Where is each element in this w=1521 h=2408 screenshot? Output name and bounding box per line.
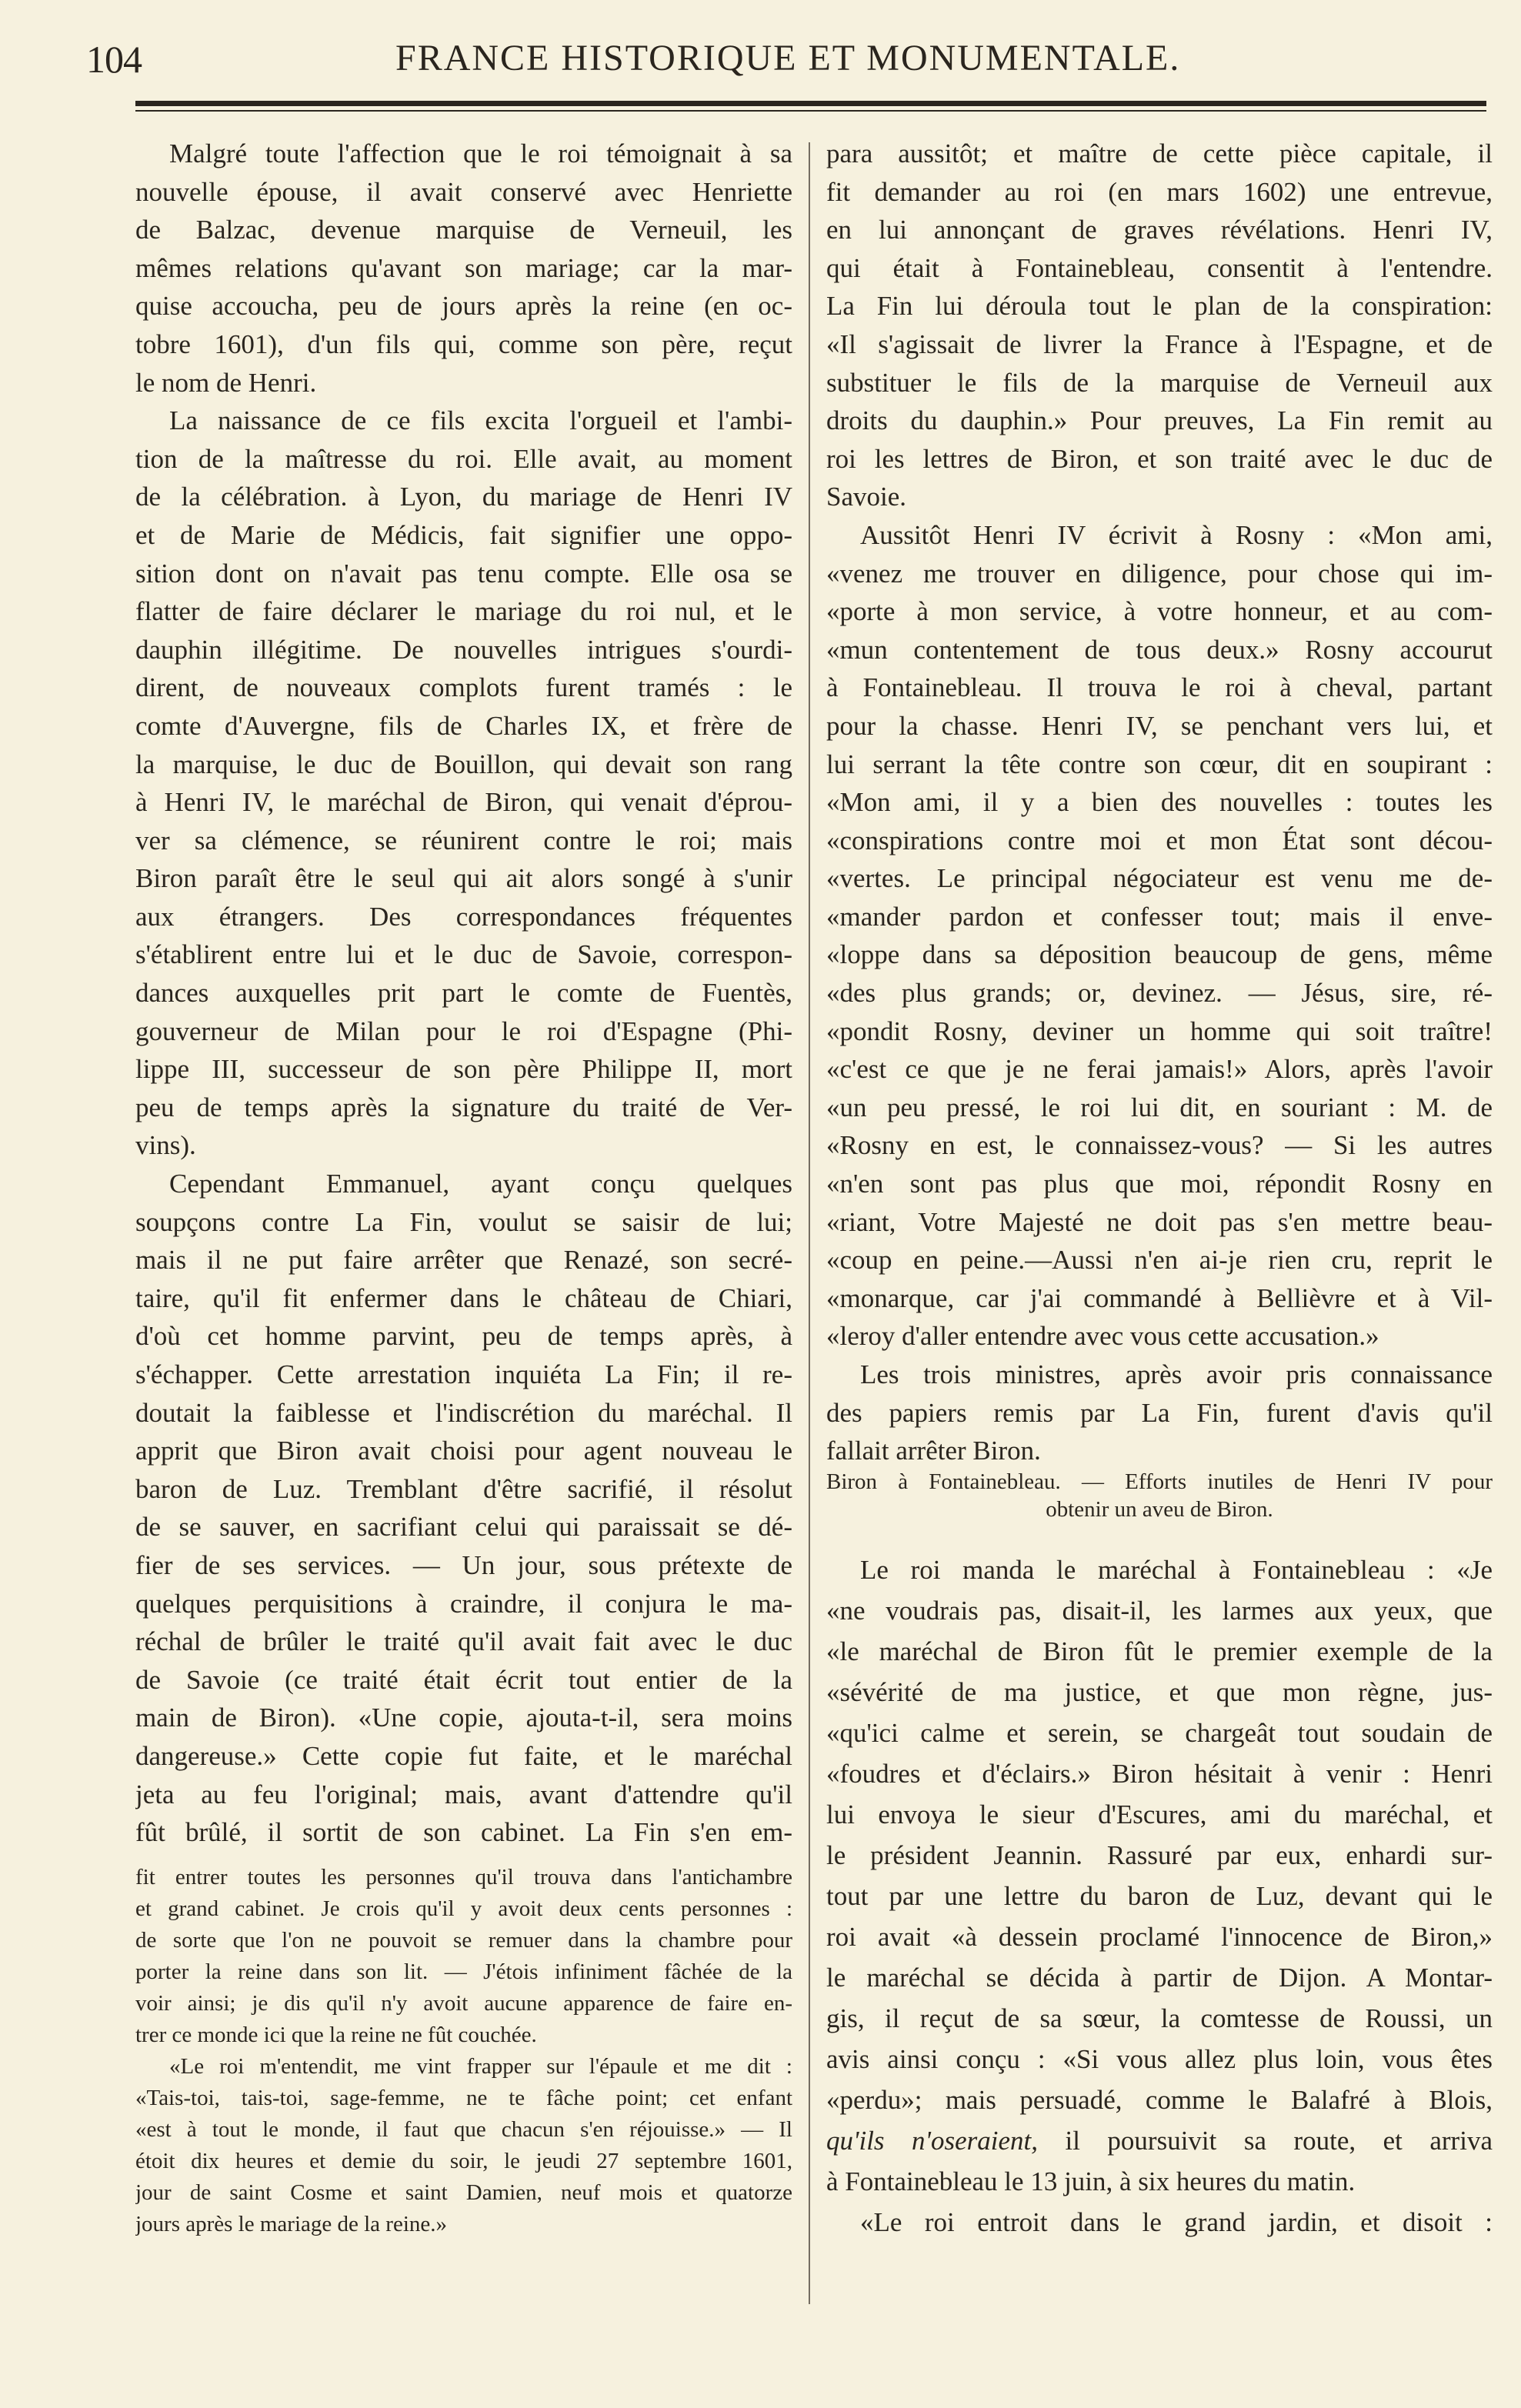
text-line: soupçons contre La Fin, voulut se saisir de lui;: [135, 1206, 792, 1237]
text-line: fallait arrêter Biron.: [826, 1436, 1041, 1466]
text-line: Le roi manda le maréchal à Fontainebleau : «Je: [860, 1555, 1493, 1585]
text-line: main de Biron). «Une copie, ajouta-t-il, sera moins: [135, 1703, 792, 1733]
text-line: fier de ses services. — Un jour, sous prétexte de: [135, 1549, 792, 1580]
text-line: «est à tout le monde, il faut que chacun s'en réjouisse.» — Il: [135, 2117, 792, 2142]
text-line: «Il s'agissait de livrer la France à l'Espagne, et de: [826, 329, 1493, 359]
text-line: de la célébration. à Lyon, du mariage de Henri IV: [135, 482, 792, 512]
text-line: apprit que Biron avait choisi pour agent nouveau le: [135, 1436, 792, 1466]
text-line: avis ainsi conçu : «Si vous allez plus loin, vous êtes: [826, 2044, 1493, 2074]
paragraph: [826, 2202, 1493, 2243]
text-line: taire, qu'il fit enfermer dans le château de Chiari,: [135, 1282, 792, 1313]
text-line: Cependant Emmanuel, ayant conçu quelques: [169, 1169, 792, 1199]
paragraph: [826, 1549, 1493, 2202]
text-line: d'où cet homme parvint, peu de temps après, à: [135, 1321, 792, 1352]
text-line: «Tais-toi, tais-toi, sage-femme, ne te fâche point; cet enfant: [135, 2086, 792, 2110]
text-line: «coup en peine.—Aussi n'en ai-je rien cru, reprit le: [826, 1245, 1493, 1276]
text-line: dirent, de nouveaux complots furent tramés : le: [135, 672, 792, 703]
paragraph: [135, 1862, 792, 2051]
text-line: de se sauver, en sacrifiant celui qui paraissait se dé-: [135, 1512, 792, 1543]
paragraph: [135, 2051, 792, 2240]
text-line: jeta au feu l'original; mais, avant d'attendre qu'il: [135, 1779, 792, 1809]
text-line: tout par une lettre du baron de Luz, devant qui le: [826, 1881, 1493, 1911]
text-line: «n'en sont pas plus que moi, répondit Rosny en: [826, 1169, 1493, 1199]
text-line: voir ainsi; je dis qu'il n'y avoit aucune apparence de faire en-: [135, 1991, 792, 2016]
footnote: [135, 1862, 792, 2240]
text-line: vins).: [135, 1130, 196, 1161]
column-divider: [809, 142, 810, 2304]
text-line: Savoie.: [826, 482, 907, 512]
text-line: «un peu pressé, le roi lui dit, en souriant : M. de: [826, 1092, 1493, 1122]
text-line: «sévérité de ma justice, et que mon règne, jus-: [826, 1677, 1493, 1707]
text-line: «mander pardon et confesser tout; mais il enve-: [826, 901, 1493, 932]
heading-line: Biron à Fontainebleau. — Efforts inutiles de Henri IV pour: [826, 1469, 1493, 1494]
text-line: ver sa clémence, se réunirent contre le roi; mais: [135, 825, 792, 855]
text-line: en lui annonçant de graves révélations. Henri IV,: [826, 215, 1493, 245]
text-line: «porte à mon service, à votre honneur, et au com-: [826, 596, 1493, 627]
text-line: roi avait «à dessein proclamé l'innocence de Biron,»: [826, 1922, 1493, 1952]
text-line: para aussitôt; et maître de cette pièce capitale, il: [826, 138, 1493, 168]
text-line: «pondit Rosny, deviner un homme qui soit traître!: [826, 1016, 1493, 1046]
text-line: de sorte que l'on ne pouvoit se remuer dans la chambre pour: [135, 1928, 792, 1953]
text-line: baron de Luz. Tremblant d'être sacrifié, il résolut: [135, 1473, 792, 1504]
text-line: étoit dix heures et demie du soir, le jeudi 27 septembre 1601,: [135, 2149, 792, 2173]
text-line: Malgré toute l'affection que le roi témoignait à sa: [169, 138, 792, 168]
text-line: nouvelle épouse, il avait conservé avec Henriette: [135, 176, 792, 207]
header-rule-thick: [135, 101, 1486, 106]
text: il poursuivit sa route, et arriva: [1038, 2126, 1493, 2156]
right-column-after-heading: [826, 1549, 1493, 2243]
running-title: FRANCE HISTORIQUE ET MONUMENTALE.: [395, 38, 1181, 78]
text-line: La naissance de ce fils excita l'orgueil et l'ambi-: [169, 405, 792, 436]
text-line: des papiers remis par La Fin, furent d'avis qu'il: [826, 1397, 1493, 1428]
left-column: [135, 135, 792, 1852]
header-rule-thin: [135, 110, 1486, 112]
text-line: le nom de Henri.: [135, 367, 317, 398]
text-line: jours après le mariage de la reine.»: [135, 2212, 448, 2236]
text-line: Les trois ministres, après avoir pris connaissance: [860, 1359, 1493, 1389]
text-line: «Le roi m'entendit, me vint frapper sur l'épaule et me dit :: [169, 2054, 792, 2079]
text-line: aux étrangers. Des correspondances fréquentes: [135, 901, 792, 932]
paragraph: [826, 135, 1493, 516]
text-line: s'échapper. Cette arrestation inquiéta La Fin; il re-: [135, 1359, 792, 1389]
text-line: jour de saint Cosme et saint Damien, neuf mois et quatorze: [135, 2180, 792, 2205]
text-line: «leroy d'aller entendre avec vous cette accusation.»: [826, 1321, 1379, 1352]
text-line: «vertes. Le principal négociateur est venu me de-: [826, 863, 1493, 894]
text-line: gouverneur de Milan pour le roi d'Espagne (Phi-: [135, 1016, 792, 1046]
text-line: «ne voudrais pas, disait-il, les larmes aux yeux, que: [826, 1596, 1493, 1626]
text-line: «mun contentement de tous deux.» Rosny accourut: [826, 634, 1493, 665]
paragraph: [135, 402, 792, 1165]
text-line: trer ce monde ici que la reine ne fût couchée.: [135, 2023, 537, 2047]
text-line: lippe III, successeur de son père Philippe II, mort: [135, 1054, 792, 1085]
text-line: et grand cabinet. Je crois qu'il y avoit deux cents personnes :: [135, 1896, 792, 1921]
text-line: mais il ne put faire arrêter que Renazé, son secré-: [135, 1245, 792, 1276]
text-line: Biron paraît être le seul qui ait alors songé à s'unir: [135, 863, 792, 894]
text-line: doutait la faiblesse et l'indiscrétion du maréchal. Il: [135, 1397, 792, 1428]
text-line: tobre 1601), d'un fils qui, comme son père, reçut: [135, 329, 792, 359]
text-line: sition dont on n'avait pas tenu compte. Elle osa se: [135, 558, 792, 589]
text-line: «Mon ami, il y a bien des nouvelles : toutes les: [826, 787, 1493, 818]
text-line: droits du dauphin.» Pour preuves, La Fin remit au: [826, 405, 1493, 436]
text-line: lui envoya le sieur d'Escures, ami du maréchal, et: [826, 1799, 1493, 1829]
text-line: [826, 2120, 1493, 2161]
text-line: lui serrant la tête contre son cœur, dit en soupirant :: [826, 749, 1493, 779]
text-line: qui était à Fontainebleau, consentit à l'entendre.: [826, 252, 1493, 283]
text-line: réchal de brûler le traité qu'il avait fait avec le duc: [135, 1626, 792, 1657]
text-line: le président Jeannin. Rassuré par eux, enhardi sur-: [826, 1840, 1493, 1870]
text-line: «des plus grands; or, devinez. — Jésus, sire, ré-: [826, 978, 1493, 1009]
text-line: à Henri IV, le maréchal de Biron, qui venait d'éprou-: [135, 787, 792, 818]
text-line: «qu'ici calme et serein, se chargeât tout soudain de: [826, 1718, 1493, 1748]
text-line: dances auxquelles prit part le comte de Fuentès,: [135, 978, 792, 1009]
text-line: La Fin lui déroula tout le plan de la conspiration:: [826, 291, 1493, 322]
text-line: à Fontainebleau. Il trouva le roi à cheval, partant: [826, 672, 1493, 703]
paragraph: [826, 1356, 1493, 1470]
italic-text: qu'ils n'oseraient,: [826, 2126, 1039, 2156]
text-line: de Balzac, devenue marquise de Verneuil, les: [135, 215, 792, 245]
page-number: 104: [86, 38, 142, 81]
text-line: dauphin illégitime. De nouvelles intrigues s'ourdi-: [135, 634, 792, 665]
text-line: et de Marie de Médicis, fait signifier une oppo-: [135, 519, 792, 550]
text-line: «c'est ce que je ne ferai jamais!» Alors, après l'avoir: [826, 1054, 1493, 1085]
text-line: de Savoie (ce traité était écrit tout entier de la: [135, 1664, 792, 1695]
text-line: «riant, Votre Majesté ne doit pas s'en mettre beau-: [826, 1206, 1493, 1237]
text-line: fit demander au roi (en mars 1602) une entrevue,: [826, 176, 1493, 207]
text-line: «monarque, car j'ai commandé à Bellièvre et à Vil-: [826, 1282, 1493, 1313]
text-line: quelques perquisitions à craindre, il conjura le ma-: [135, 1588, 792, 1619]
text-line: le maréchal se décida à partir de Dijon. A Montar-: [826, 1963, 1493, 1993]
text-line: «Rosny en est, le connaissez-vous? — Si les autres: [826, 1130, 1493, 1161]
text-line: «loppe dans sa déposition beaucoup de gens, même: [826, 939, 1493, 970]
text-line: comte d'Auvergne, fils de Charles IX, et frère de: [135, 710, 792, 741]
text-line: Aussitôt Henri IV écrivit à Rosny : «Mon ami,: [860, 519, 1493, 550]
text-line: gis, il reçut de sa sœur, la comtesse de Roussi, un: [826, 2003, 1493, 2033]
text-line: dangereuse.» Cette copie fut faite, et le maréchal: [135, 1740, 792, 1771]
text-line: à Fontainebleau le 13 juin, à six heures du matin.: [826, 2166, 1356, 2196]
text-line: tion de la maîtresse du roi. Elle avait, au moment: [135, 443, 792, 474]
text-line: «Le roi entroit dans le grand jardin, et disoit :: [860, 2207, 1493, 2237]
text-line: la marquise, le duc de Bouillon, qui devait son rang: [135, 749, 792, 779]
text-line: «le maréchal de Biron fût le premier exemple de la: [826, 1636, 1493, 1666]
text-line: «conspirations contre moi et mon État sont décou-: [826, 825, 1493, 855]
right-column: [826, 135, 1493, 1470]
text-line: substituer le fils de la marquise de Verneuil aux: [826, 367, 1493, 398]
text-line: quise accoucha, peu de jours après la reine (en oc-: [135, 291, 792, 322]
text-line: fût brûlé, il sortit de son cabinet. La Fin s'en em-: [135, 1817, 792, 1848]
text-line: s'établirent entre lui et le duc de Savoie, correspon-: [135, 939, 792, 970]
paragraph: [826, 516, 1493, 1356]
text-line: flatter de faire déclarer le mariage du roi nul, et le: [135, 596, 792, 627]
text-line: «venez me trouver en diligence, pour chose qui im-: [826, 558, 1493, 589]
text-line: «perdu»; mais persuadé, comme le Balafré à Blois,: [826, 2085, 1493, 2115]
section-heading: [826, 1468, 1493, 1523]
heading-line: obtenir un aveu de Biron.: [1046, 1497, 1273, 1522]
text-line: mêmes relations qu'avant son mariage; car la mar-: [135, 252, 792, 283]
text-line: roi les lettres de Biron, et son traité avec le duc de: [826, 443, 1493, 474]
text-line: pour la chasse. Henri IV, se penchant vers lui, et: [826, 710, 1493, 741]
text-line: «foudres et d'éclairs.» Biron hésitait à venir : Henri: [826, 1759, 1493, 1789]
text-line: fit entrer toutes les personnes qu'il trouva dans l'antichambre: [135, 1865, 792, 1889]
paragraph: [135, 1165, 792, 1852]
paragraph: [135, 135, 792, 402]
text-line: porter la reine dans son lit. — J'étois infiniment fâchée de la: [135, 1959, 792, 1984]
text-line: peu de temps après la signature du traité de Ver-: [135, 1092, 792, 1122]
